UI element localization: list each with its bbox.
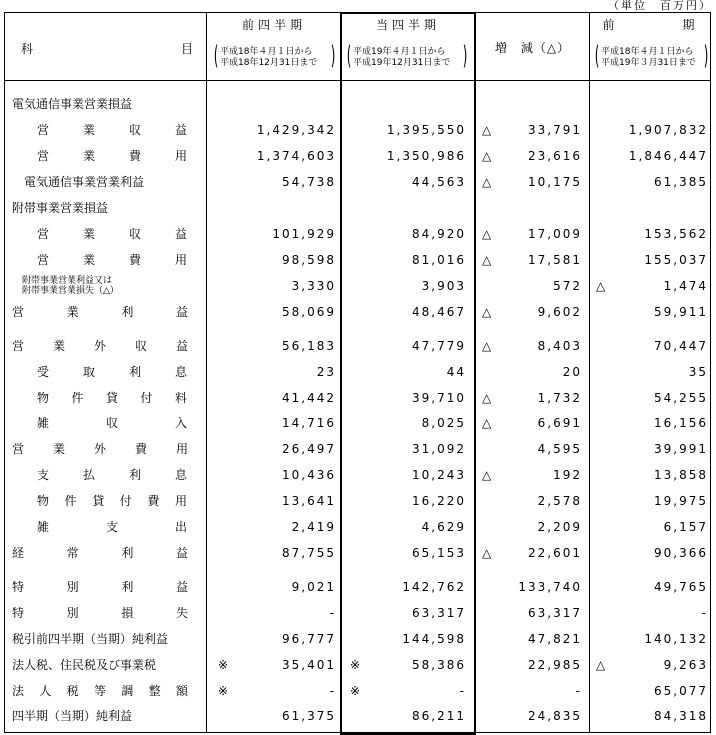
prev-year-value: 70,447 [654,339,708,353]
prev-quarter-value: 1,374,603 [256,149,336,163]
table-row [4,360,711,385]
prev-quarter-value: 54,738 [282,175,336,189]
row-label: 営 業 外 費 用 [12,442,188,456]
curr-quarter-value: 39,710 [412,391,466,405]
income-statement-table [4,12,711,733]
prev-year-value: 90,366 [654,546,708,560]
row-label: 法人税、住民税及び事業税 [12,658,157,672]
curr-quarter-value: 1,395,550 [386,123,466,137]
change-value: 33,791 [528,123,582,137]
row-label: 電気通信事業営業利益 [24,175,145,189]
table-row [4,679,711,704]
period-from: 平成18年４月１日から [220,47,313,57]
table-row [4,92,711,117]
footnote-mark: ※ [218,684,229,698]
change-value: 17,009 [528,227,582,241]
table-row [4,437,711,462]
change-value: 572 [553,279,582,293]
prev-year-value: 6,157 [663,520,708,534]
prev-quarter-value: 9,021 [291,580,336,594]
row-label: 税引前四半期（当期）純利益 [12,632,169,646]
curr-quarter-value: 58,386 [412,658,466,672]
prev-quarter-value: 23 [316,365,336,379]
row-label: 経 常 利 益 [12,546,188,560]
curr-quarter-value: 142,762 [402,580,466,594]
change-value: 22,985 [528,658,582,672]
prev-quarter-value: 56,183 [282,339,336,353]
negative-mark: △ [482,391,492,405]
row-label: 附帯事業営業利益又は 附帯事業営業損失（△） [22,276,119,296]
prev-year-value: 65,077 [654,684,708,698]
curr-quarter-value: - [459,684,466,698]
row-label: 附帯事業営業損益 [12,201,109,215]
change-value: 23,616 [528,149,582,163]
change-value: 63,317 [528,606,582,620]
prev-quarter-value: 96,777 [282,632,336,646]
table-row [4,118,711,143]
negative-mark: △ [482,123,492,137]
header-prev-quarter: 前四半期 [241,18,306,32]
curr-quarter-value: 4,629 [421,520,466,534]
change-value: 6,691 [537,416,582,430]
prev-quarter-value: 98,598 [282,253,336,267]
header-prev-quarter-period [220,47,317,69]
change-value: 2,209 [537,520,582,534]
negative-mark: △ [596,279,606,293]
curr-quarter-value: 3,903 [421,279,466,293]
prev-year-value: 1,474 [663,279,708,293]
period-to: 平成18年12月31日まで [220,58,318,68]
table-row [4,463,711,488]
header-change: 増 減（△） [494,41,571,55]
prev-quarter-value: 101,929 [272,227,336,241]
row-label: 四半期（当期）純利益 [12,709,133,723]
table-row [4,386,711,411]
paren-open-icon: ( [213,41,219,71]
change-value: 17,581 [528,253,582,267]
period-from: 平成18年４月１日から [601,47,694,57]
row-label: 営 業 費 用 [37,253,187,267]
row-label: 特 別 損 失 [12,606,188,620]
prev-quarter-value: 61,375 [282,709,336,723]
prev-year-value: 1,846,447 [628,149,708,163]
curr-quarter-value: 48,467 [412,305,466,319]
prev-quarter-value: 41,442 [282,391,336,405]
paren-close-icon: ) [330,41,336,71]
change-value: 24,835 [528,709,582,723]
table-row [4,170,711,195]
row-label: 営 業 利 益 [12,305,188,319]
prev-year-value: 54,255 [654,391,708,405]
row-label: 営 業 外 収 益 [12,339,188,353]
table-row [4,601,711,626]
negative-mark: △ [482,468,492,482]
header-subject: 科 目 [20,42,197,56]
negative-mark: △ [482,416,492,430]
table-row [4,300,711,325]
curr-quarter-value: 1,350,986 [386,149,466,163]
change-value: 10,175 [528,175,582,189]
prev-year-value: 35 [688,365,708,379]
row-label: 法 人 税 等 調 整 額 [12,684,188,698]
row-label: 営 業 費 用 [37,149,187,163]
prev-quarter-value: 87,755 [282,546,336,560]
prev-year-value: 153,562 [644,227,708,241]
curr-quarter-value: 81,016 [412,253,466,267]
period-to: 平成19年12月31日まで [353,58,451,68]
curr-quarter-value: 8,025 [421,416,466,430]
paren-open-icon: ( [346,41,352,71]
paren-open-icon: ( [594,41,600,71]
period-to: 平成19年３月31日まで [601,58,696,68]
prev-year-value: 19,975 [654,494,708,508]
change-value: 2,578 [537,494,582,508]
table-row [4,334,711,359]
unit-note: （単位 百万円） [608,0,712,12]
row-label: 営 業 収 益 [37,227,187,241]
prev-quarter-value: 58,069 [282,305,336,319]
change-value: 22,601 [528,546,582,560]
prev-quarter-value: 2,419 [291,520,336,534]
row-label: 電気通信事業営業損益 [12,97,133,111]
curr-quarter-value: 31,092 [412,442,466,456]
table-row [4,144,711,169]
curr-quarter-value: 47,779 [412,339,466,353]
curr-quarter-value: 144,598 [402,632,466,646]
prev-year-value: 59,911 [654,305,708,319]
prev-quarter-value: 10,436 [282,468,336,482]
negative-mark: △ [482,175,492,189]
prev-quarter-value: - [329,606,336,620]
paren-close-icon: ) [462,41,468,71]
negative-mark: △ [482,149,492,163]
curr-quarter-value: 10,243 [412,468,466,482]
row-label: 特 別 利 益 [12,580,188,594]
row-label: 雑 支 出 [37,520,187,534]
change-value: 4,595 [537,442,582,456]
curr-quarter-value: 44 [446,365,466,379]
header-prev-year: 前 期 [602,18,699,32]
table-row [4,196,711,221]
prev-quarter-value: 35,401 [282,658,336,672]
prev-quarter-value: 14,716 [282,416,336,430]
row-label: 受 取 利 息 [37,365,187,379]
negative-mark: △ [482,253,492,267]
change-value: 20 [562,365,582,379]
change-value: 133,740 [518,580,582,594]
negative-mark: △ [482,339,492,353]
prev-quarter-value: 1,429,342 [256,123,336,137]
table-row [4,248,711,273]
negative-mark: △ [482,546,492,560]
table-row [4,515,711,540]
table-row [4,489,711,514]
prev-year-value: 13,858 [654,468,708,482]
prev-year-value: 1,907,832 [628,123,708,137]
change-value: 1,732 [537,391,582,405]
header-curr-quarter: 当四半期 [375,18,440,32]
change-value: 9,602 [537,305,582,319]
prev-quarter-value: 3,330 [291,279,336,293]
negative-mark: △ [482,305,492,319]
curr-quarter-value: 65,153 [412,546,466,560]
table-row [4,222,711,247]
change-value: 47,821 [528,632,582,646]
curr-quarter-value: 16,220 [412,494,466,508]
prev-year-value: 39,991 [654,442,708,456]
table-row [4,274,711,299]
prev-year-value: 61,385 [654,175,708,189]
table-row [4,411,711,436]
row-label: 物 件 貸 付 料 [37,391,187,405]
table-row [4,704,711,729]
header-curr-quarter-period [353,47,450,69]
change-value: - [575,684,582,698]
row-label: 営 業 収 益 [37,123,187,137]
period-from: 平成19年４月１日から [353,47,446,57]
curr-quarter-value: 84,920 [412,227,466,241]
header-prev-year-period [601,47,696,69]
prev-year-value: 140,132 [644,632,708,646]
footnote-mark: ※ [350,658,361,672]
curr-quarter-value: 63,317 [412,606,466,620]
curr-quarter-value: 86,211 [412,709,466,723]
negative-mark: △ [482,227,492,241]
footnote-mark: ※ [218,658,229,672]
negative-mark: △ [596,658,606,672]
table-row [4,627,711,652]
prev-quarter-value: 13,641 [282,494,336,508]
prev-year-value: 9,263 [663,658,708,672]
row-label: 支 払 利 息 [37,468,187,482]
prev-year-value: 84,318 [654,709,708,723]
prev-year-value: 49,765 [654,580,708,594]
footnote-mark: ※ [350,684,361,698]
prev-year-value: - [701,606,708,620]
row-label: 雑 収 入 [37,416,187,430]
table-row [4,575,711,600]
table-row [4,653,711,678]
row-label: 物 件 貸 付 費 用 [37,494,187,508]
table-row [4,541,711,566]
change-value: 8,403 [537,339,582,353]
prev-quarter-value: - [329,684,336,698]
prev-year-value: 155,037 [644,253,708,267]
curr-quarter-value: 44,563 [412,175,466,189]
prev-year-value: 16,156 [654,416,708,430]
prev-quarter-value: 26,497 [282,442,336,456]
paren-close-icon: ) [703,41,709,71]
change-value: 192 [553,468,582,482]
